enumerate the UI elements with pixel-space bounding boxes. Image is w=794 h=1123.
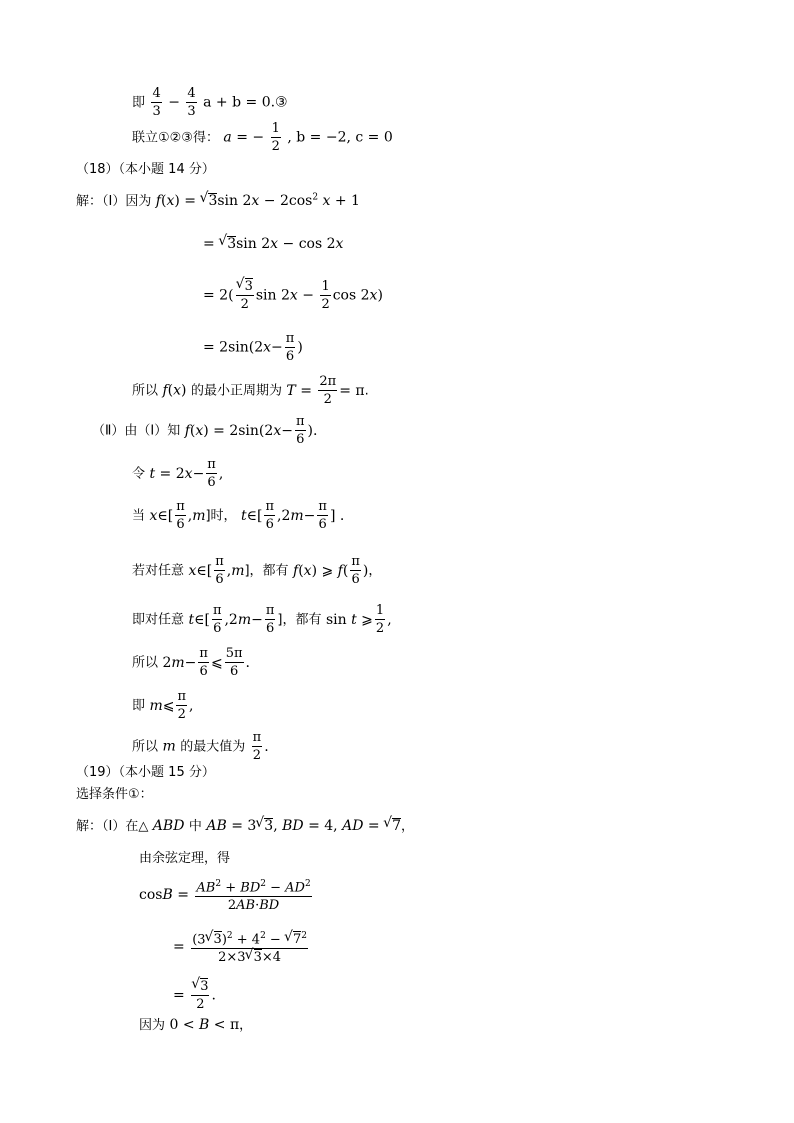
combined-result: 联立①②③得： a = − $\frac{1}{2}$ , b = −2, c = 0	[132, 121, 393, 154]
equation-line-3: 即 $\frac{4}{3}$ − $\frac{4}{3}$ a + b = 0.③	[132, 86, 288, 119]
q18-solution-line: 解：（Ⅰ）因为 f(x) = √ 3sin $2x - 2\cos^2$ x + 1	[76, 193, 360, 209]
q18-when: 当 x∈[ $\frac{\pi}{6}$ ,m]时， t∈[ $\frac{\pi}{6}$ ,2m− $\frac{\pi}{6}$ ] .	[132, 499, 345, 532]
q18-then-any: 即对任意 t∈[ $\frac{\pi}{6}$ ,2m− $\frac{\pi}{6}$ ]，都有 sin t ⩾ $\frac{1}{2}$ ,	[132, 603, 392, 636]
q19-solution-line: 解：（Ⅰ）在△ ABD 中 AB = 3√ 3, BD = 4, AD = √ 7，	[76, 818, 414, 834]
q18-max-value: 所以 m 的最大值为 $\frac{\pi}{2}$ .	[132, 730, 269, 763]
q18-period: 所以 f(x) 的最小正周期为 T = $\frac{2\pi}{2}$ = π.	[132, 374, 369, 407]
q18-step-2: = 2( √ $\frac{3}{2}$ sin 2x − $\frac{1}{2}$ cos 2x)	[203, 278, 383, 313]
q19-cosine-law: 由余弦定理，得	[139, 851, 231, 866]
q19-cosB-result: = √ $\frac{3}{2}$ .	[173, 978, 216, 1013]
q19-title: （19）（本小题 15 分）	[76, 765, 215, 780]
q18-that-is: 即 m⩽ $\frac{\pi}{2}$ ,	[132, 689, 194, 722]
q19-cosB-formula: cosB = $\frac{AB^2 + BD^2 - AD^2}{2AB\cdot BD}$	[139, 876, 314, 914]
q18-title: （18）（本小题 14 分）	[76, 162, 215, 177]
q18-step-3: = 2sin(2x− $\frac{\pi}{6}$ )	[203, 331, 303, 364]
fraction: $\frac{4}{3}$	[187, 86, 196, 119]
q18-if-any: 若对任意 x∈[ $\frac{\pi}{6}$ ,m]，都有 f(x) ⩾ f( $\frac{\pi}{6}$ )，	[132, 554, 382, 587]
q18-step-1: = √ 3sin 2x − cos 2x	[203, 236, 343, 252]
q19-condition: 选择条件①：	[76, 787, 153, 802]
fraction: $\frac{1}{2}$	[271, 121, 280, 154]
q18-let-t: 令 t = 2x− $\frac{\pi}{6}$ ,	[132, 457, 224, 490]
fraction: $\frac{4}{3}$	[152, 86, 161, 119]
q19-cosB-substitution: = $\frac{(3√ 3)^2 + 4^2 - √ 7^2}{2\times 3√ 3\times 4}$	[173, 928, 310, 966]
q19-because: 因为 0 < B < π，	[139, 1017, 253, 1033]
q18-part-ii: （Ⅱ）由（Ⅰ）知 f(x) = 2sin(2x− $\frac{\pi}{6}$ ).	[92, 414, 318, 447]
q18-so-1: 所以 2m− $\frac{\pi}{6}$ ⩽ $\frac{5\pi}{6}$ .	[132, 646, 250, 679]
